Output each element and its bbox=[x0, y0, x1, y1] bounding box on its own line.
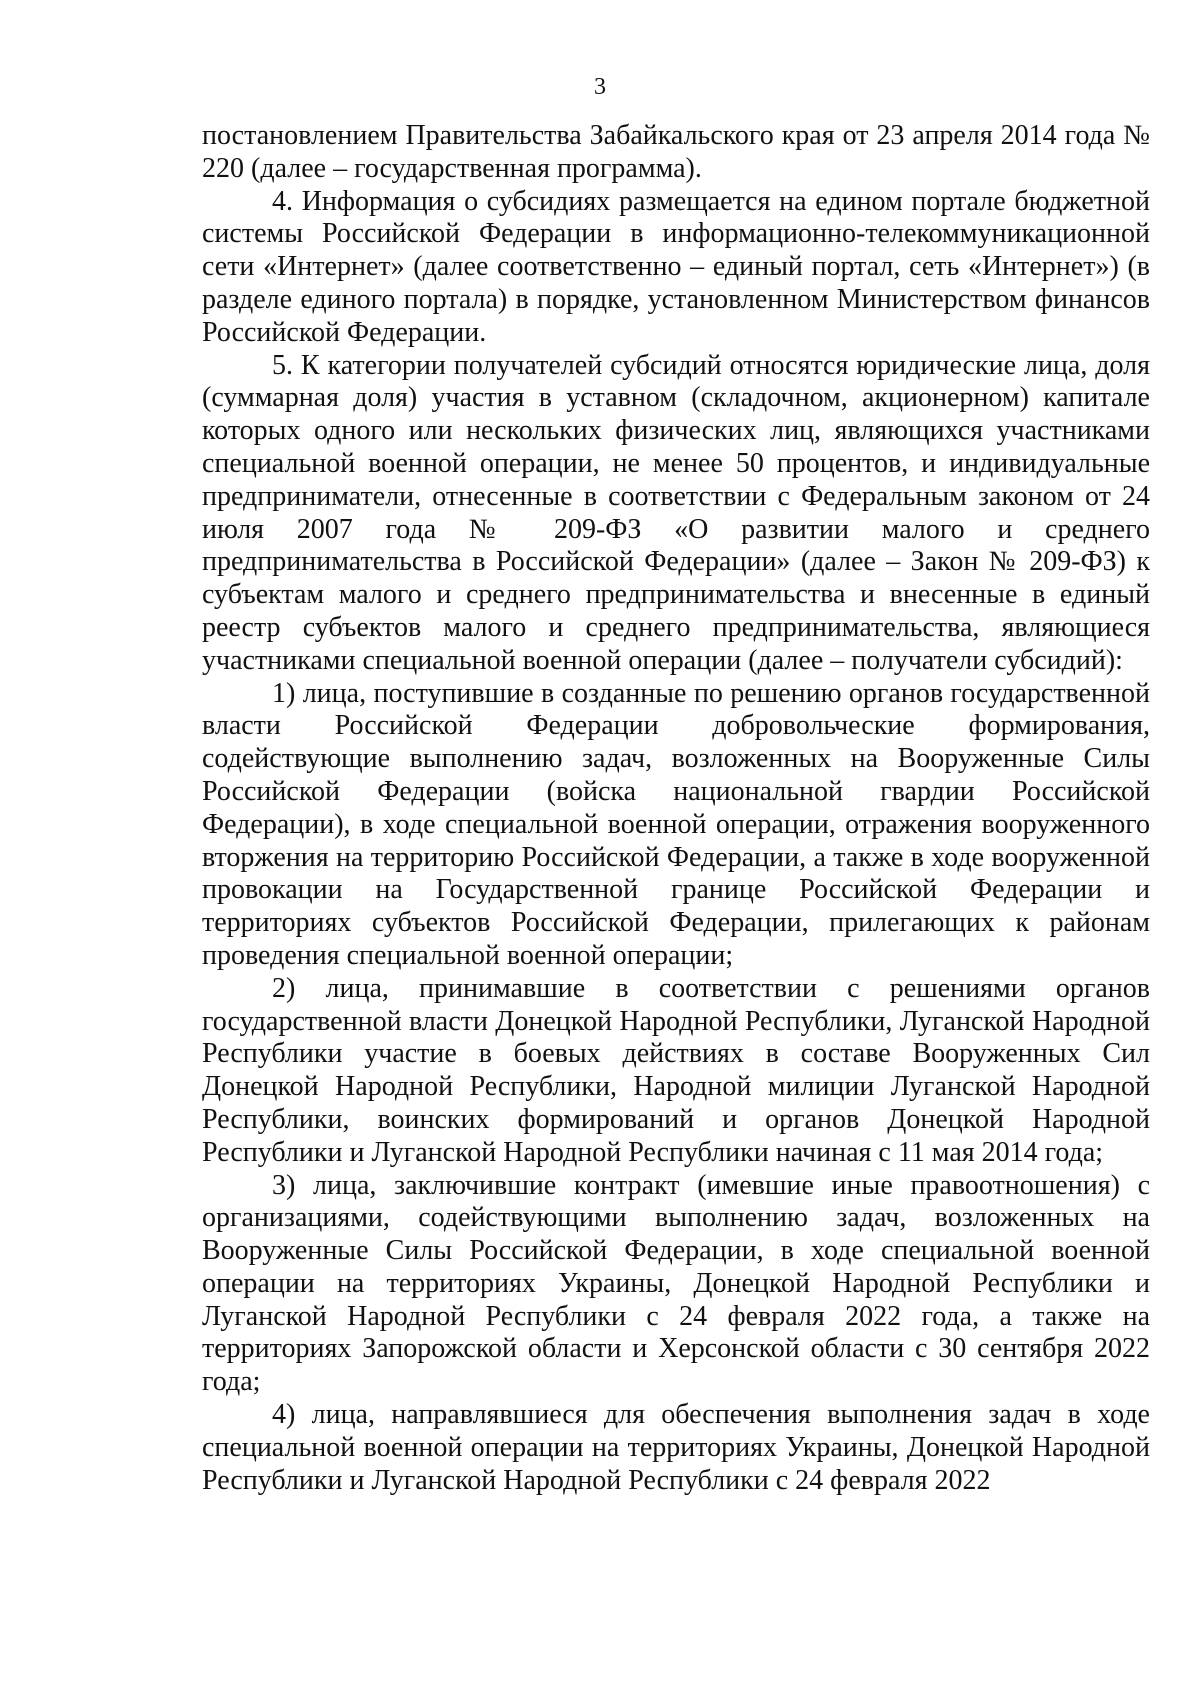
subitem-3: 3) лица, заключившие контракт (имевшие иные правоотношения) с организациями, содействующими выполнению задач, возложенных на Вооруженные Силы Российской Федерации, в ходе специальной военной операции на территориях Украины, Донецкой Народной Республики и Луганской Народной Республики с 24 февраля 2022 года, а также на территориях Запорожской области и Херсонской области с 30 сентября 2022 года; bbox=[202, 1169, 1150, 1398]
subitem-2: 2) лица, принимавшие в соответствии с решениями органов государственной власти Донецкой Народной Республики, Луганской Народной Республики участие в боевых действиях в составе Вооруженных Сил Донецкой Народной Республики, Народной милиции Луганской Народной Республики, воинских формирований и органов Донецкой Народной Республики и Луганской Народной Республики начиная с 11 мая 2014 года; bbox=[202, 972, 1150, 1168]
paragraph-continuation: постановлением Правительства Забайкальского края от 23 апреля 2014 года № 220 (далее – государственная программа). bbox=[202, 120, 1150, 184]
page-number: 3 bbox=[594, 74, 606, 100]
paragraph-item-4: 4. Информация о субсидиях размещается на едином портале бюджетной системы Российской Федерации в информационно-телекоммуникационной сети «Интернет» (далее соответственно – единый портал, сеть «Интернет») (в разделе единого портала) в порядке, установленном Министерством финансов Российской Федерации. bbox=[202, 185, 1150, 348]
subitem-4: 4) лица, направлявшиеся для обеспечения выполнения задач в ходе специальной военной операции на территориях Украины, Донецкой Народной Республики и Луганской Народной Республики с 24 февраля 2022 bbox=[202, 1399, 1150, 1496]
document-body bbox=[202, 120, 1150, 1497]
paragraph-item-5: 5. К категории получателей субсидий относятся юридические лица, доля (суммарная доля) участия в уставном (складочном, акционерном) капитале которых одного или нескольких физических лиц, являющихся участниками специальной военной операции, не менее 50 процентов, и индивидуальные предприниматели, отнесенные в соответствии с Федеральным законом от 24 июля 2007 года № 209-ФЗ «О развитии малого и среднего предпринимательства в Российской Федерации» (далее – Закон № 209-ФЗ) к субъектам малого и среднего предпринимательства и внесенные в единый реестр субъектов малого и среднего предпринимательства, являющиеся участниками специальной военной операции (далее – получатели субсидий): bbox=[202, 349, 1150, 676]
subitem-1: 1) лица, поступившие в созданные по решению органов государственной власти Российской Федерации добровольческие формирования, содействующие выполнению задач, возложенных на Вооруженные Силы Российской Федерации (войска национальной гвардии Российской Федерации), в ходе специальной военной операции, отражения вооруженного вторжения на территорию Российской Федерации, а также в ходе вооруженной провокации на Государственной границе Российской Федерации и территориях субъектов Российской Федерации, прилегающих к районам проведения специальной военной операции; bbox=[202, 677, 1150, 971]
